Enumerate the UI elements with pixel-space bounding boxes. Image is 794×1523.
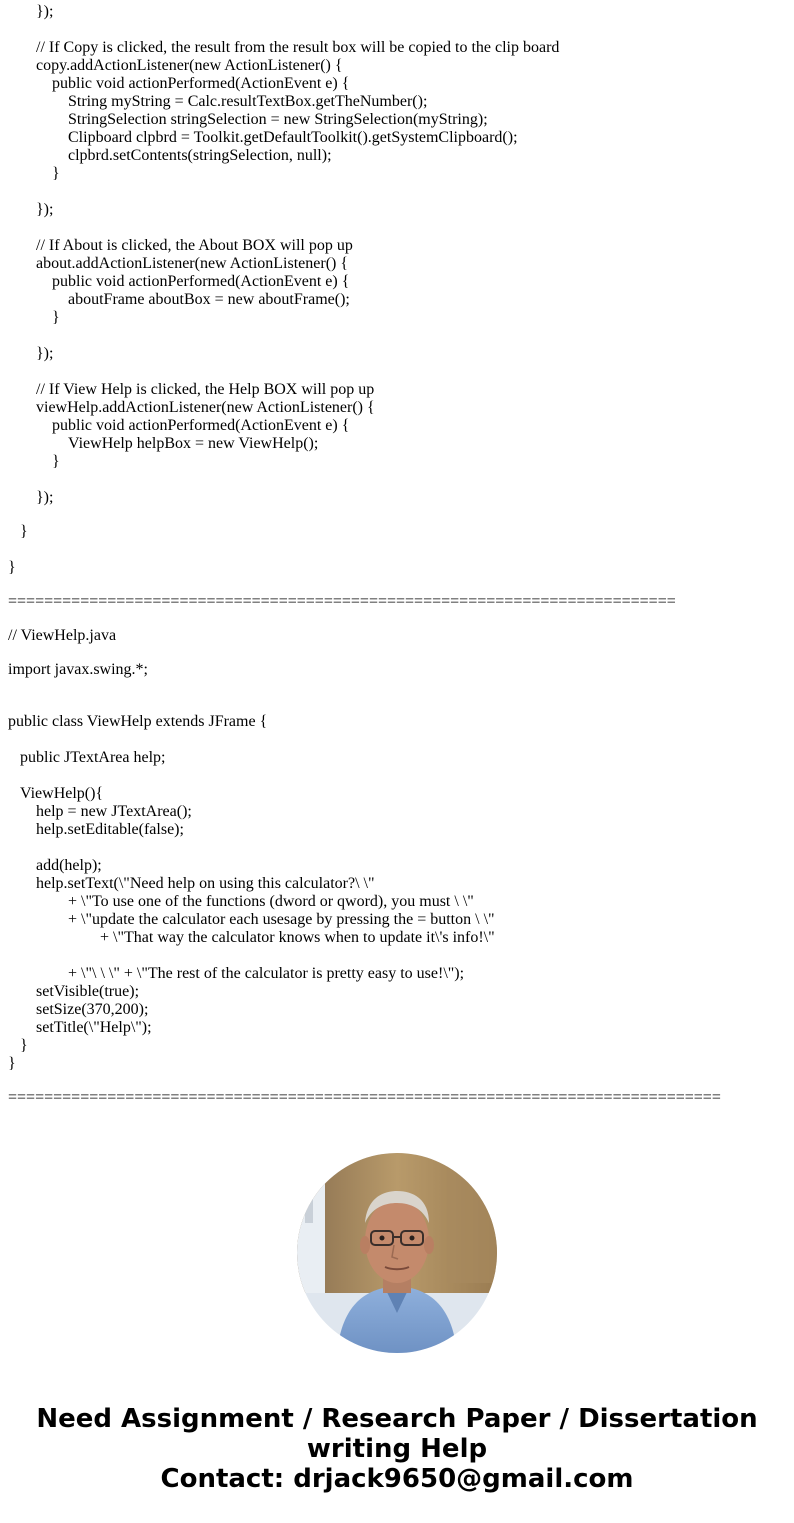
code-line: public void actionPerformed(ActionEvent e) { [52,75,350,92]
code-line: about.addActionListener(new ActionListener() { [36,255,349,272]
separator-line: ========================================================================== [8,593,676,610]
code-line: clpbrd.setContents(stringSelection, null); [68,147,332,164]
code-line: help.setText(\"Need help on using this calculator?\ \" [36,875,375,892]
code-line: public class ViewHelp extends JFrame { [8,713,268,730]
avatar [297,1153,497,1353]
code-comment: // If Copy is clicked, the result from the result box will be copied to the clip board [36,39,560,56]
code-line: } [52,309,60,326]
code-comment: // ViewHelp.java [8,627,117,644]
code-line: } [52,453,60,470]
code-line: viewHelp.addActionListener(new ActionListener() { [36,399,375,416]
code-line: ViewHelp helpBox = new ViewHelp(); [68,435,319,452]
person-photo-icon [297,1153,497,1353]
code-line: } [52,165,60,182]
code-comment: // If View Help is clicked, the Help BOX will pop up [36,381,375,398]
code-line: + \"\ \ \" + \"The rest of the calculator is pretty easy to use!\"); [68,965,465,982]
code-line: + \"update the calculator each usesage by pressing the = button \ \" [68,911,495,928]
code-line: + \"That way the calculator knows when to update it\'s info!\" [100,929,495,946]
code-line: setTitle(\"Help\"); [36,1019,152,1036]
code-line: Clipboard clpbrd = Toolkit.getDefaultToolkit().getSystemClipboard(); [68,129,518,146]
code-line: import javax.swing.*; [8,661,148,678]
code-line: }); [36,345,54,362]
separator-line: =============================================================================== [8,1089,721,1106]
code-line: public void actionPerformed(ActionEvent e) { [52,417,350,434]
code-line: ViewHelp(){ [20,785,104,802]
code-line: setVisible(true); [36,983,140,1000]
code-line: + \"To use one of the functions (dword or qword), you must \ \" [68,893,474,910]
code-line: public void actionPerformed(ActionEvent e) { [52,273,350,290]
code-line: }); [36,3,54,20]
code-line: aboutFrame aboutBox = new aboutFrame(); [68,291,350,308]
code-line: } [8,559,16,576]
code-line: } [20,1037,28,1054]
cta-contact: Contact: drjack9650@gmail.com [160,1464,634,1494]
code-line: } [8,1055,16,1072]
cta-subheading: writing Help [306,1434,488,1464]
code-line: help.setEditable(false); [36,821,184,838]
code-line: }); [36,489,54,506]
code-line: }); [36,201,54,218]
code-line: String myString = Calc.resultTextBox.getTheNumber(); [68,93,428,110]
code-line: setSize(370,200); [36,1001,149,1018]
code-line: add(help); [36,857,102,874]
code-line: } [20,523,28,540]
code-line: help = new JTextArea(); [36,803,192,820]
cta-heading: Need Assignment / Research Paper / Dissertation [36,1404,758,1434]
code-line: public JTextArea help; [20,749,166,766]
code-line: copy.addActionListener(new ActionListener() { [36,57,343,74]
code-line: StringSelection stringSelection = new StringSelection(myString); [68,111,488,128]
code-comment: // If About is clicked, the About BOX will pop up [36,237,353,254]
